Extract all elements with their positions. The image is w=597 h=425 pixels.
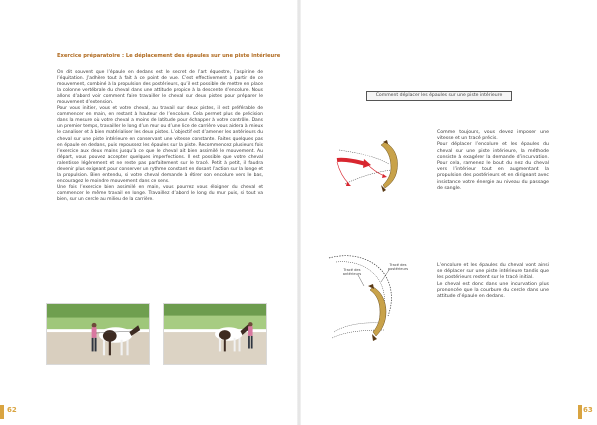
paragraph: Une fois l’exercice bien assimilé en main, vous pourrez vous éloigner du cheval et commencer le même travail en longe. Travaillez d’abord le long du mur puis, si tout va bien, sur un cercle au milieu de la carrière. (57, 184, 263, 202)
label-posterieurs: Tracé des postérieurs (387, 263, 409, 271)
page-number-bar-right (578, 405, 582, 419)
section-heading: Exercice préparatoire : Le déplacement des épaules sur une piste intérieure (57, 53, 281, 59)
diagram-tracks (326, 252, 416, 347)
diagram-caption: Comment déplacer les épaules sur une piste intérieure (366, 91, 512, 101)
paragraph: Comme toujours, vous devez imposer une vitesse et un tracé précis. (437, 130, 549, 142)
energy-arrow-label: Énergie du longeur (341, 149, 373, 159)
body-text (57, 70, 263, 203)
paragraph: On dit souvent que l’épaule en dedans est le secret de l’art équestre, l’aspirine de l’équitation. J’adhère tout à fait à ce point de vue. C’est effectivement à partir de ce mouvement, combiné à la propulsion des postérieurs, qu’il est possible de mettre en place la colonne vertébrale du cheval dans une attitude propice à la descente d’encolure. Nous allons d’abord voir comment faire travailler le cheval sur deux pistes pour préparer le mouvement d’extension. (57, 70, 263, 106)
paragraph: Pour déplacer l’encolure et les épaules du cheval sur une piste intérieure, la méthode consiste à exagérer la demande d’incurvation. Pour cela, ramenez le bout du nez du cheval vers l’intérieur tout en augmentant la propulsion des postérieurs et en dirigeant avec insistance votre énergie au niveau du passage de sangle. (437, 142, 549, 191)
page-number-right: 63 (583, 406, 593, 414)
right-text-block-2 (437, 263, 549, 300)
page-number-bar-left (0, 405, 4, 419)
photo-horse-in-hand-1 (46, 303, 150, 365)
book-gutter (297, 0, 301, 425)
right-text-block-1 (437, 130, 549, 192)
paragraph: Le cheval est donc dans une incurvation plus prononcée que la courbure du cercle dans une attitude d’épaule en dedans. (437, 281, 549, 300)
label-anterieurs: Tracé des antérieurs (342, 268, 362, 276)
paragraph: L’encolure et les épaules du cheval vont ainsi se déplacer sur une piste intérieure tandis que les postérieurs restent sur le tracé initial. (437, 263, 549, 281)
page-number-left: 62 (7, 406, 17, 414)
paragraph: Pour vous initier, vous et votre cheval, au travail sur deux pistes, il est préférable de commencer en main, en restant à hauteur de l’encolure. Cela permet plus de précision dans la mesure où votre cheval a moins de latitude pour échapper à votre contrôle. Dans un premier temps, travailler le long d’un mur ou d’une lice de carrière vous aidera à mieux le canaliser et à bien matérialiser les deux pistes. L’objectif est d’amener les antérieurs du cheval sur une piste intérieure en conservant une vitesse constante. Faites quelques pas en épaule en dedans, puis repoussez les épaules sur la piste. Recommencez plusieurs fois l’exercice aux deux mains jusqu’à ce que le cheval ait bien assimilé le mouvement. Au départ, vous pouvez accepter quelques imperfections. Il est possible que votre cheval ralentisse légèrement et ne reste pas parfaitement sur le tracé. Petit à petit, il faudra devenir plus exigeant pour conserver un rythme constant en dosant l’action sur la longe et la propulsion. Bien entendu, si votre cheval demande à étirer son encolure vers le bas, encouragez le moindre mouvement dans ce sens. (57, 106, 263, 184)
diagram-energy-direction (333, 140, 409, 196)
photo-horse-in-hand-2 (163, 303, 267, 365)
